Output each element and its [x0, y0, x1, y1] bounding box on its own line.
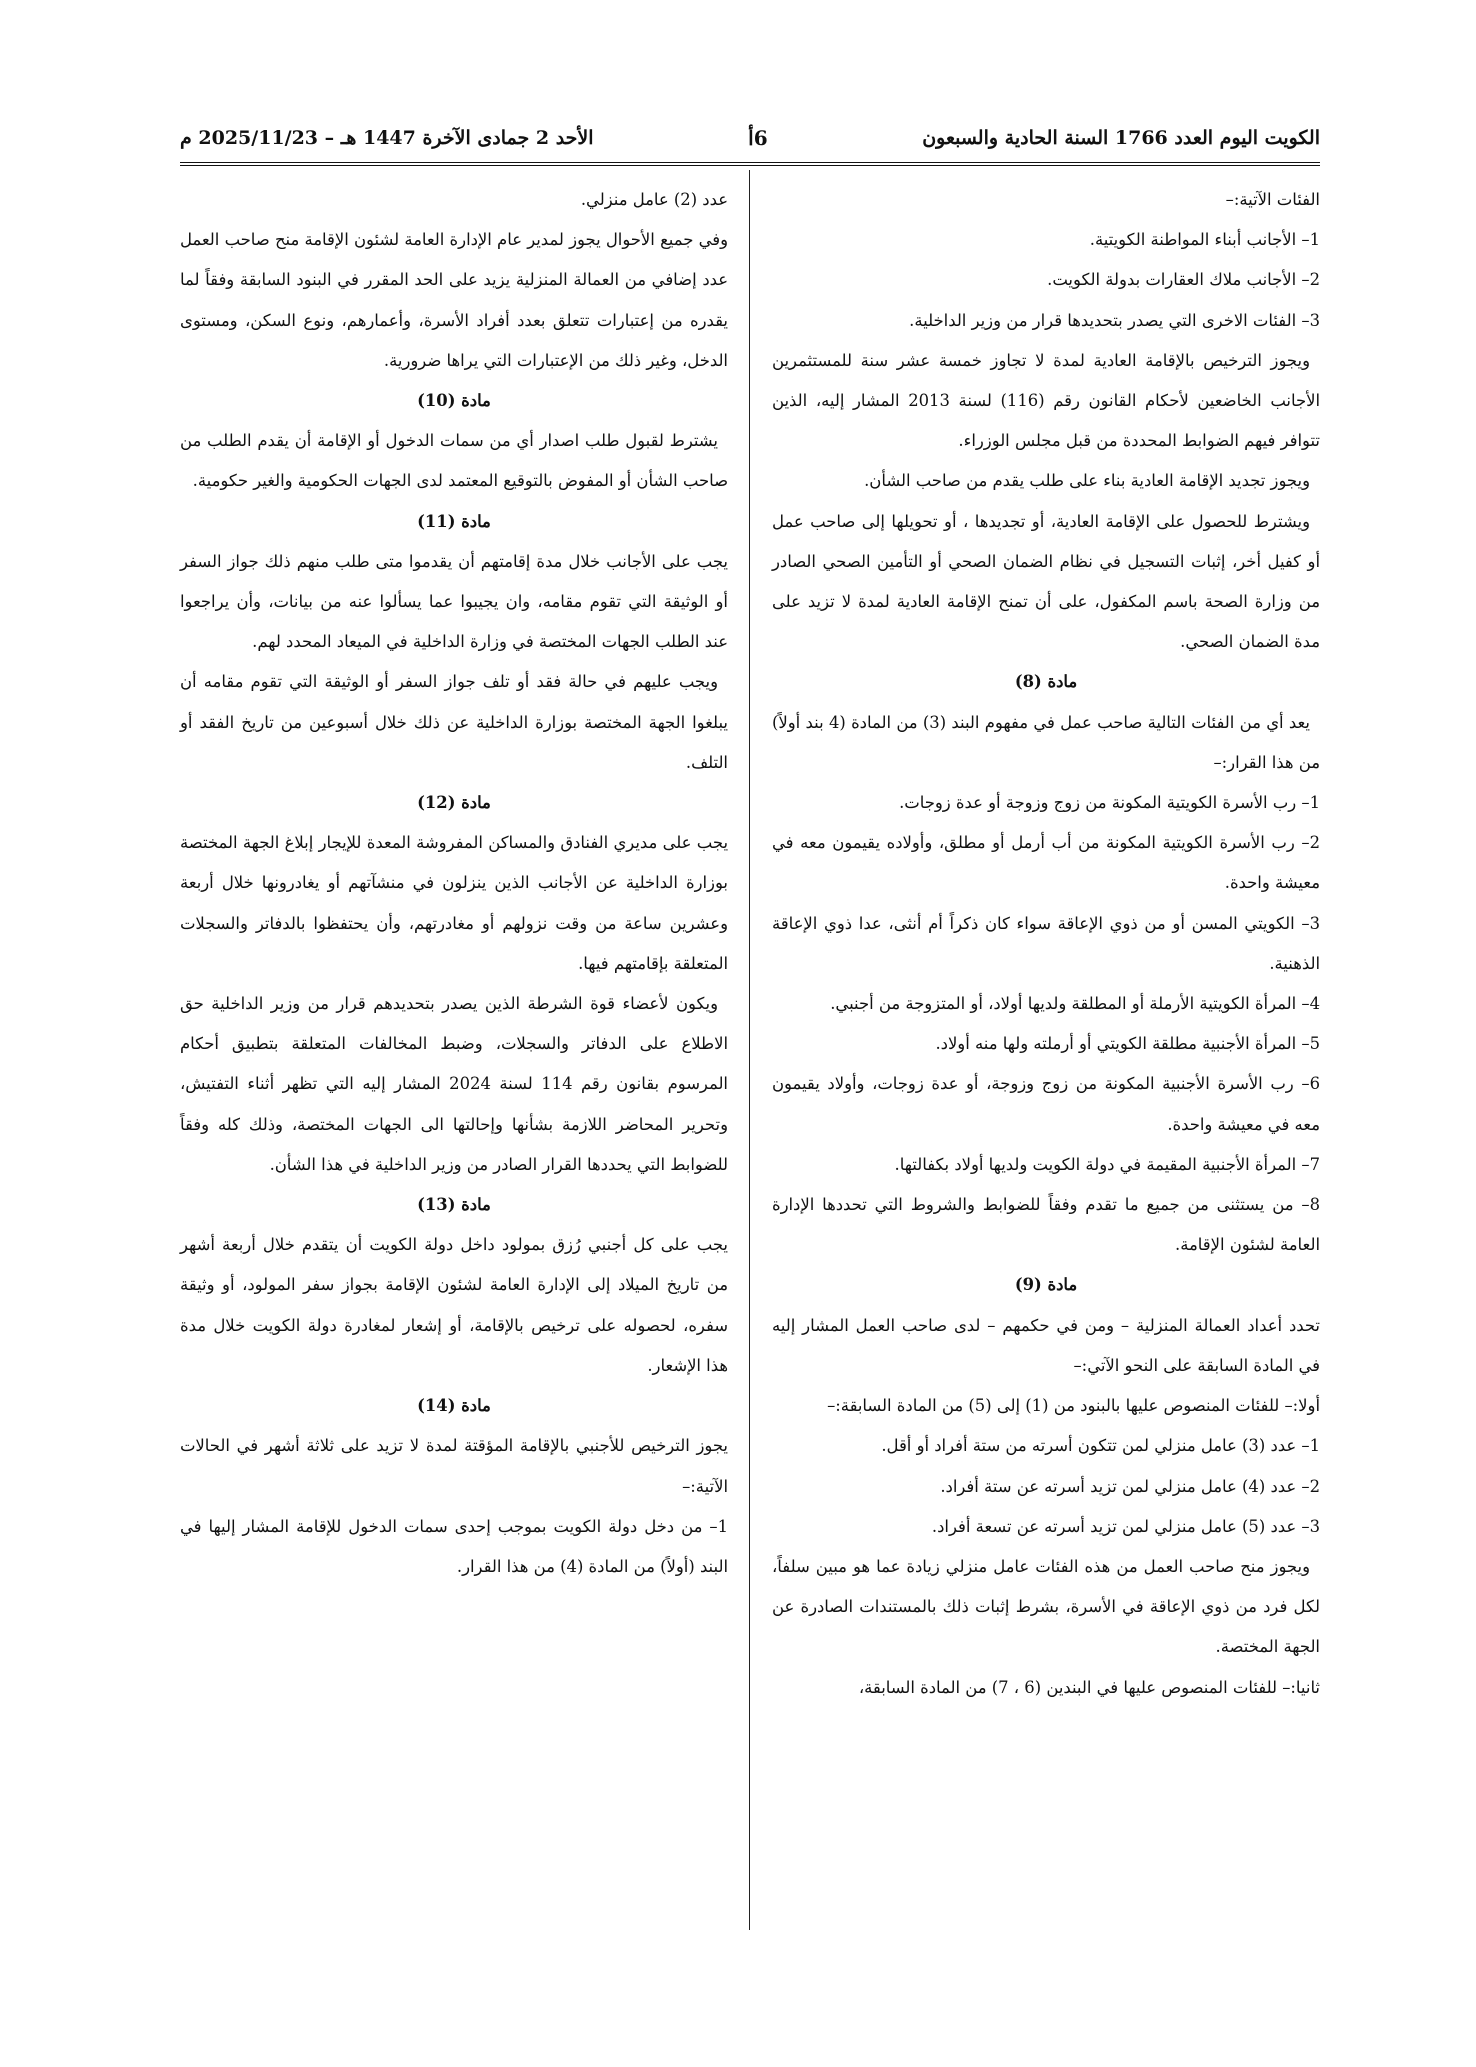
article-heading: مادة (14) — [417, 1396, 491, 1416]
list-item: 8– من يستثنى من جميع ما تقدم وفقاً للضوابط والشروط التي تحددها الإدارة العامة لشئون الإقامة. — [772, 1195, 1320, 1255]
list-item: 4– المرأة الكويتية الأرملة أو المطلقة ولديها أولاد، أو المتزوجة من أجنبي. — [830, 994, 1320, 1014]
list-item: 5– المرأة الأجنبية مطلقة الكويتي أو أرملته ولها منه أولاد. — [935, 1034, 1320, 1054]
list-item: 1– من دخل دولة الكويت بموجب إحدى سمات الدخول للإقامة المشار إليها في البند (أولاً) من المادة (4) من هذا القرار. — [180, 1516, 728, 1576]
paragraph: ويجوز تجديد الإقامة العادية بناء على طلب يقدم من صاحب الشأن. — [864, 471, 1310, 491]
right-column — [772, 180, 1320, 1708]
paragraph: أولا:– للفئات المنصوص عليها بالبنود من (1) إلى (5) من المادة السابقة:– — [827, 1396, 1320, 1416]
left-column — [180, 180, 728, 1587]
paragraph: ويجوز الترخيص بالإقامة العادية لمدة لا تجاوز خمسة عشر سنة للمستثمرين الأجانب الخاضعين لأحكام القانون رقم (116) لسنة 2013 المشار إليه، الذين تتوافر فيهم الضوابط المحددة من قبل مجلس الوزراء. — [772, 350, 1320, 451]
paragraph: يشترط لقبول طلب اصدار أي من سمات الدخول أو الإقامة أن يقدم الطلب من صاحب الشأن أو المفوض بالتوقيع المعتمد لدى الجهات الحكومية والغير حكومية. — [180, 431, 728, 491]
list-item: 7– المرأة الأجنبية المقيمة في دولة الكويت ولديها أولاد بكفالتها. — [894, 1154, 1320, 1174]
column-divider — [749, 170, 750, 1930]
paragraph: يجب على كل أجنبي رُزق بمولود داخل دولة الكويت أن يتقدم خلال أربعة أشهر من تاريخ الميلاد إلى الإدارة العامة لشئون الإقامة بجواز سفر المولود، أو وثيقة سفره، لحصوله على ترخيص بالإقامة، أو إشعار لمغادرة دولة الكويت خلال مدة هذا الإشعار. — [180, 1235, 728, 1375]
header-issue-info: الكويت اليوم العدد 1766 السنة الحادية والسبعون — [922, 127, 1320, 149]
list-item: 3– عدد (5) عامل منزلي لمن تزيد أسرته عن تسعة أفراد. — [931, 1516, 1320, 1536]
paragraph: ويجوز منح صاحب العمل من هذه الفئات عامل منزلي زيادة عما هو مبين سلفاً، لكل فرد من ذوي الإعاقة في الأسرة، بشرط إثبات ذلك بالمستندات الصادرة عن الجهة المختصة. — [772, 1556, 1320, 1657]
article-heading: مادة (8) — [1014, 672, 1078, 692]
paragraph: ويكون لأعضاء قوة الشرطة الذين يصدر بتحديدهم قرار من وزير الداخلية حق الاطلاع على الدفاتر والسجلات، وضبط المخالفات المتعلقة بتطبيق أحكام المرسوم بقانون رقم 114 لسنة 2024 المشار إليه التي تظهر أثناء التفتيش، وتحرير المحاضر اللازمة بشأنها وإحالتها الى الجهات المختصة، وذلك كله وفقاً للضوابط التي يحددها القرار الصادر من وزير الداخلية في هذا الشأن. — [180, 994, 728, 1174]
paragraph: تحدد أعداد العمالة المنزلية – ومن في حكمهم – لدى صاحب العمل المشار إليه في المادة السابقة على النحو الآتي:– — [772, 1315, 1320, 1375]
page-header — [180, 118, 1320, 158]
article-heading: مادة (13) — [417, 1195, 491, 1215]
list-item: 2– رب الأسرة الكويتية المكونة من أب أرمل أو مطلق، وأولاده يقيمون معه في معيشة واحدة. — [772, 833, 1320, 893]
header-date: الأحد 2 جمادى الآخرة 1447 هـ – 2025/11/23 م — [180, 127, 594, 149]
paragraph: ويشترط للحصول على الإقامة العادية، أو تجديدها ، أو تحويلها إلى صاحب عمل أو كفيل أخر، إثبات التسجيل في نظام الضمان الصحي أو التأمين الصحي الصادر من وزارة الصحة باسم المكفول، على أن تمنح الإقامة العادية لمدة لا تزيد على مدة الضمان الصحي. — [772, 511, 1320, 652]
list-item: 2– عدد (4) عامل منزلي لمن تزيد أسرته عن ستة أفراد. — [940, 1476, 1320, 1496]
paragraph: يعد أي من الفئات التالية صاحب عمل في مفهوم البند (3) من المادة (4 بند أولاً) من هذا القرار:– — [772, 712, 1320, 772]
paragraph: عدد (2) عامل منزلي. — [580, 190, 728, 209]
paragraph: ويجب عليهم في حالة فقد أو تلف جواز السفر أو الوثيقة التي تقوم مقامه أن يبلغوا الجهة المختصة بوزارة الداخلية عن ذلك خلال أسبوعين من تاريخ الفقد أو التلف. — [180, 672, 728, 772]
article-heading: مادة (10) — [417, 391, 491, 411]
list-item: 1– الأجانب أبناء المواطنة الكويتية. — [1089, 230, 1320, 250]
paragraph: ثانيا:– للفئات المنصوص عليها في البندين (6 ، 7) من المادة السابقة، — [858, 1677, 1320, 1697]
list-item: 2– الأجانب ملاك العقارات بدولة الكويت. — [1047, 270, 1320, 290]
header-rule — [180, 162, 1320, 167]
list-item: 3– الكويتي المسن أو من ذوي الإعاقة سواء كان ذكراً أم أنثى، عدا ذوي الإعاقة الذهنية. — [772, 913, 1320, 973]
paragraph: الفئات الآتية:– — [1225, 190, 1320, 209]
list-item: 1– عدد (3) عامل منزلي لمن تتكون أسرته من ستة أفراد أو أقل. — [881, 1436, 1320, 1456]
paragraph: يجوز الترخيص للأجنبي بالإقامة المؤقتة لمدة لا تزيد على ثلاثة أشهر في الحالات الآتية:– — [180, 1436, 728, 1496]
paragraph: يجب على الأجانب خلال مدة إقامتهم أن يقدموا متى طلب منهم ذلك جواز السفر أو الوثيقة التي تقوم مقامه، وان يجيبوا عما يسألوا عنه من بيانات، وأن يراجعوا عند الطلب الجهات المختصة في وزارة الداخلية في الميعاد المحدد لهم. — [180, 551, 728, 652]
article-heading: مادة (11) — [417, 511, 491, 531]
paragraph: وفي جميع الأحوال يجوز لمدير عام الإدارة العامة لشئون الإقامة منح صاحب العمل عدد إضافي من العمالة المنزلية يزيد على الحد المقرر في البنود السابقة وفقاً لما يقدره من إعتبارات تتعلق بعدد أفراد الأسرة، وأعمارهم، ونوع السكن، ومستوى الدخل، وغير ذلك من الإعتبارات التي يراها ضرورية. — [180, 230, 728, 370]
paragraph: يجب على مديري الفنادق والمساكن المفروشة المعدة للإيجار إبلاغ الجهة المختصة بوزارة الداخلية عن الأجانب الذين ينزلون في منشآتهم أو يغادرونها خلال أربعة وعشرين ساعة من وقت نزولهم أو مغادرتهم، وأن يحتفظوا بالدفاتر والسجلات المتعلقة بإقامتهم فيها. — [180, 833, 728, 973]
page-number: 6أ — [748, 126, 768, 150]
article-heading: مادة (9) — [1014, 1275, 1078, 1295]
list-item: 3– الفئات الاخرى التي يصدر بتحديدها قرار من وزير الداخلية. — [909, 310, 1320, 330]
list-item: 6– رب الأسرة الأجنبية المكونة من زوج وزوجة، أو عدة زوجات، وأولاد يقيمون معه في معيشة واحدة. — [772, 1074, 1320, 1134]
list-item: 1– رب الأسرة الكويتية المكونة من زوج وزوجة أو عدة زوجات. — [899, 793, 1320, 813]
article-heading: مادة (12) — [417, 793, 491, 813]
